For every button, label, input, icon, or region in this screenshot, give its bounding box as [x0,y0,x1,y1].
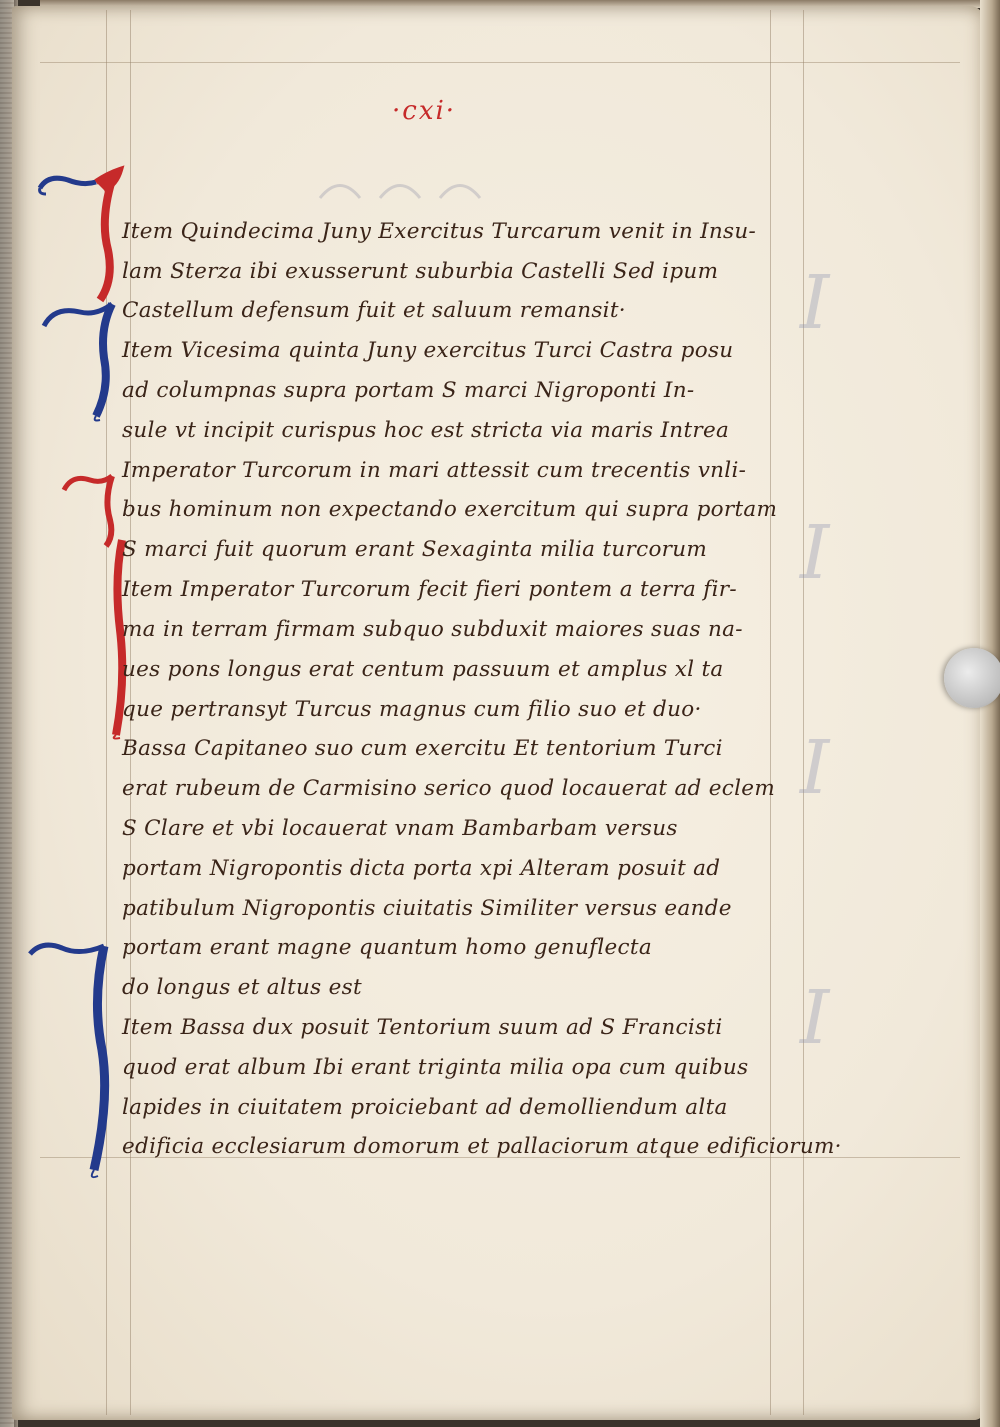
text-line: que pertransyt Turcus magnus cum filio suo et duo· [122,697,702,722]
text-line: Bassa Capitaneo suo cum exercitu Et tentorium Turci [122,736,723,761]
text-line: Item Bassa dux posuit Tentorium suum ad S Francisti [122,1015,723,1040]
initial-letter-2 [40,298,120,423]
text-line: patibulum Nigropontis ciuitatis Similiter versus eande [122,896,732,921]
text-line: S marci fuit quorum erant Sexaginta milia turcorum [122,537,708,562]
page-fore-edge [980,0,1000,1427]
initial-letter-3 [62,470,122,550]
text-line: erat rubeum de Carmisino serico quod locauerat ad eclem [122,776,776,801]
text-line: Castellum defensum fuit et saluum remansit· [122,298,626,323]
show-through-initial: I [800,975,830,1061]
text-line: Item Imperator Turcorum fecit fieri pontem a terra fir- [122,577,737,602]
text-line: edificia ecclesiarum domorum et pallaciorum atque edificiorum· [122,1134,842,1159]
text-line: portam erant magne quantum homo genuflecta [122,935,652,960]
text-line: lam Sterza ibi exusserunt suburbia Castelli Sed ipum [122,259,719,284]
text-line: sule vt incipit curispus hoc est stricta via maris Intrea [122,418,730,443]
show-through-initial: I [800,725,830,811]
text-line: Item Vicesima quinta Juny exercitus Turci Castra posu [122,338,734,363]
show-through-marks [310,168,490,208]
ruling-right-inner [770,10,771,1415]
text-line: Item Quindecima Juny Exercitus Turcarum venit in Insu- [122,219,757,244]
text-line: S Clare et vbi locauerat vnam Bambarbam versus [122,816,678,841]
text-line: lapides in ciuitatem proiciebant ad demolliendum alta [122,1095,728,1120]
text-line: Imperator Turcorum in mari attessit cum trecentis vnli- [122,458,747,483]
text-line: ad columpnas supra portam S marci Nigroponti In- [122,378,695,403]
text-line: quod erat album Ibi erant triginta milia opa cum quibus [122,1055,749,1080]
ruling-right-outer [803,10,804,1415]
show-through-initial: I [800,260,830,346]
text-line: do longus et altus est [122,975,362,1000]
text-line: ma in terram firmam subquo subduxit maiores suas na- [122,617,743,642]
initial-letter-5 [28,940,128,1180]
folio-number: ·cxi· [392,96,457,126]
text-line: portam Nigropontis dicta porta xpi Alteram posuit ad [122,856,721,881]
text-line: ues pons longus erat centum passuum et amplus xl ta [122,657,724,682]
show-through-initial: I [800,510,830,596]
page-clip [944,648,1000,708]
ruling-top [40,62,960,63]
text-line: bus hominum non expectando exercitum qui supra portam [122,497,778,522]
initial-letter-1 [38,170,128,305]
